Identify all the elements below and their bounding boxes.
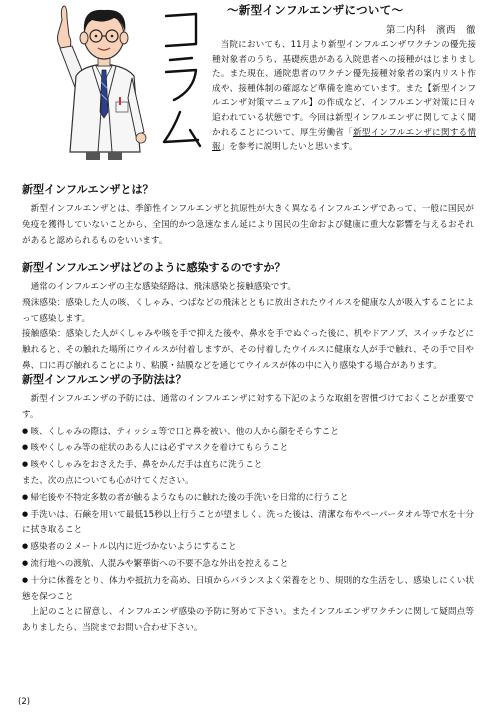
section-what-is xyxy=(22,181,474,249)
intro-paragraph: 当院においても、11月より新型インフルエンザワクチンの優先接種対象者のうち、基礎疾患がある入院患者への接種がはじまりました。また現在、通院患者のワクチン優先接種対象者の案内リスト作成や、接種体制の確認など準備を進めています。また【新型インフルエンザ対策マニュアル】の作成など、インフルエンザ対策に日々追われている状態です。今回は新型インフルエンザに関してよく聞かれることについて、厚生労働省「新型インフルエンザに関する情報」を参考に説明したいと思います。 xyxy=(212,40,476,153)
list-item: ● 流行地への渡航、人混みや繁華街への不要不急な外出を控えること xyxy=(22,556,474,573)
list-item: ● 感染者の２メートル以内に近づかないようにすること xyxy=(22,539,474,556)
section-paragraph: 通常のインフルエンザの主な感染経路は、飛沫感染と接触感染です。 xyxy=(30,282,296,292)
list-item: ● 手洗いは、石鹸を用いて最低15秒以上行うことが望ましく、洗った後は、清潔な布やペーパータオル等で水を十分に拭き取ること xyxy=(22,507,474,540)
page-number: (2) xyxy=(18,697,31,707)
section-paragraph: また、次の点についても心がけてください。 xyxy=(22,475,194,486)
list-item: ● 咳やくしゃみをおさえた手、鼻をかんだ手は直ちに洗うこと xyxy=(22,457,474,474)
closing-paragraph: 上記のことに留意し、インフルエンザ感染の予防に努めて下さい。またインフルエンザワクチンに関して疑問点等ありましたら、当院までお問い合わせ下さい。 xyxy=(22,607,474,634)
doctor-illustration xyxy=(52,2,156,162)
list-item: ● 十分に休養をとり、体力や抵抗力を高め、日頃からバランスよく栄養をとり、規則的な生活をし、感染しにくい状態を保つこと xyxy=(22,573,474,606)
section-infection-route xyxy=(22,259,474,375)
author-line: 第二内科 濱西 徹 xyxy=(385,25,476,36)
section-paragraph: 新型インフルエンザの予防には、通常のインフルエンザに対する下記のような取組を習慣づけておくことが重要です。 xyxy=(22,394,474,420)
section-heading: 新型インフルエンザの予防法は？ xyxy=(22,373,187,386)
section-heading: 新型インフルエンザはどのように感染するのですか？ xyxy=(22,261,286,274)
mhlw-info-link[interactable]: 新型インフルエンザに関する情報 xyxy=(212,127,476,153)
column-title-art xyxy=(154,8,210,158)
section-paragraph: 新型インフルエンザとは、季節性インフルエンザと抗原性が大きく異なるインフルエンザであって、一般に国民が免疫を獲得していないことから、全国的かつ急速なまん延により国民の生命および健康に重大な影響を与えるおそれがあると認められるものをいいます。 xyxy=(22,204,474,246)
contact-infection-text: 接触感染：感染した人がくしゃみや咳を手で抑えた後や、鼻水を手でぬぐった後に、机やドアノブ、スイッチなどに触れると、その触れた場所にウイルスが付着しますが、その付着したウイルスに健康な人が手で触れ、その手で目や鼻、口に再び触れることにより、粘膜・結膜などを通じてウイルスが体の中に入り感染する場合があります。 xyxy=(22,329,474,371)
list-item: ● 咳やくしゃみ等の症状のある人には必ずマスクを着けてもらうこと xyxy=(22,440,474,457)
section-prevention xyxy=(22,371,474,637)
list-item: ● 帰宅後や不特定多数の者が触るようなものに触れた後の手洗いを日常的に行うこと xyxy=(22,490,474,507)
droplet-infection-text: 飛沫感染：感染した人の咳、くしゃみ、つばなどの飛沫とともに放出されたウイルスを健康な人が吸入することによって感染します。 xyxy=(22,297,474,324)
list-item: ● 咳、くしゃみの際は、ティッシュ等で口と鼻を被い、他の人から顔をそらすこと xyxy=(22,424,474,441)
column-title: 〜新型インフルエンザについて〜 xyxy=(227,3,404,17)
section-heading: 新型インフルエンザとは？ xyxy=(22,183,154,196)
